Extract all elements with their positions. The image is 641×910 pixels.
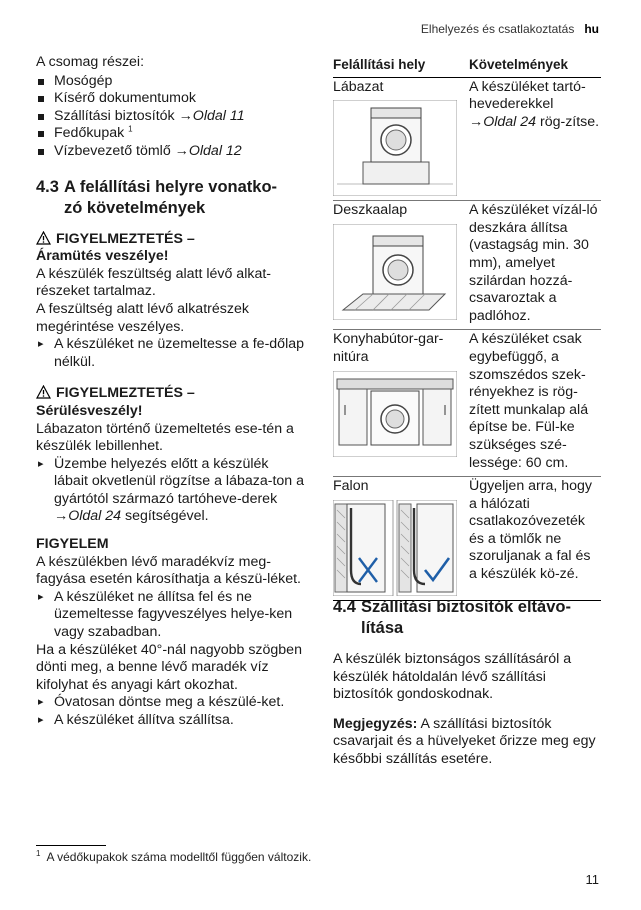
warning-triangle-icon xyxy=(36,231,51,245)
caution-block xyxy=(36,536,306,730)
footnote-ref[interactable]: 1 xyxy=(128,124,133,134)
wall-clearance-illustration xyxy=(333,500,457,596)
page-number: 11 xyxy=(585,872,599,887)
requirement-cell: A készüléket csak egybefüggő, a szomszédos szek-rényekhez is rög-zített munkalap alá építse be. Fül-ke szükséges szé-lessége: 60 cm. xyxy=(469,330,601,477)
instruction-list xyxy=(36,336,306,371)
place-cell xyxy=(333,477,469,601)
instruction-list xyxy=(36,694,306,729)
table-row xyxy=(333,477,601,601)
place-cell xyxy=(333,77,469,201)
caution-text: A készülékben lévő maradékvíz meg-fagyása esetén károsíthatja a készü-léket. xyxy=(36,553,301,588)
section-title-line1: Szállítási biztosítók eltávo- xyxy=(361,598,571,616)
requirement-text: rög-zítse. xyxy=(536,113,600,130)
section-title-line1: A felállítási helyre vonatko- xyxy=(64,177,278,196)
section-heading-4-3 xyxy=(36,177,306,219)
right-column xyxy=(333,54,601,601)
item-text: Fedőkupak xyxy=(54,125,125,142)
requirement-cell: Ügyeljen arra, hogy a hálózati csatlakozóvezeték és a tömlők ne szoruljanak a fal és a készülék kö-zé. xyxy=(469,477,601,601)
pedestal-illustration xyxy=(333,100,457,196)
instruction-list xyxy=(36,589,306,642)
list-item: Mosógép xyxy=(36,73,306,91)
page-ref-link[interactable]: →Oldal 24 xyxy=(54,508,122,525)
instruction-item: ▸ Óvatosan döntse meg a készülé-ket. xyxy=(36,694,306,712)
instruction-item: ▸ A készüléket állítva szállítsa. xyxy=(36,712,306,730)
section-heading-4-4 xyxy=(333,597,601,639)
place-label: Lábazat xyxy=(333,78,384,95)
table-row xyxy=(333,77,601,201)
header-section: Elhelyezés és csatlakoztatás xyxy=(420,22,575,36)
instruction-item: ▸ A készüléket ne állítsa fel és ne üzemeltesse fagyveszélyes helye-ken vagy szabadban. xyxy=(36,589,306,642)
footnote-divider xyxy=(36,845,106,846)
place-label: Falon xyxy=(333,478,369,495)
requirement-cell: A készüléket vízál-ló deszkára állítsa (vastagság min. 30 mm), amelyet szilárdan hozzá-csavaroztak a padlóhoz. xyxy=(469,201,601,330)
requirement-cell xyxy=(469,77,601,201)
list-item xyxy=(36,125,306,143)
warning-triangle-icon xyxy=(36,385,51,399)
section-4-4 xyxy=(333,597,601,781)
warning-head-text: FIGYELMEZTETÉS – xyxy=(56,385,195,402)
column-header: Követelmények xyxy=(469,54,601,77)
warning-text: Lábazaton történő üzemeltetés ese-tén a készülék lebillenhet. xyxy=(36,420,294,455)
instruction-item: ▸ A készüléket ne üzemeltesse a fe-dőlap nélkül. xyxy=(36,336,306,371)
warning-sub: Áramütés veszélye! xyxy=(36,248,169,265)
caution-text: Ha a készüléket 40°-nál nagyobb szögben dönti meg, a benne lévő maradék víz kifolyhat és anyagi kárt okozhat. xyxy=(36,641,302,693)
warning-head xyxy=(36,385,306,403)
page-ref-link[interactable]: →Oldal 12 xyxy=(174,142,242,159)
place-cell xyxy=(333,330,469,477)
requirements-table xyxy=(333,54,601,601)
table-row xyxy=(333,201,601,330)
warning-text: A készülék feszültség alatt lévő alkat-részeket tartalmaz. xyxy=(36,265,272,300)
page-ref-link[interactable]: →Oldal 11 xyxy=(178,107,245,124)
note-text: A szállítási biztosítók csavarjait és a hüvelyeket őrizze meg egy későbbi szállítás esetére. xyxy=(333,715,596,767)
column-header: Felállítási hely xyxy=(333,54,469,77)
warning-text: A feszültség alatt lévő alkatrészek megérintése veszélyes. xyxy=(36,300,249,335)
warning-head-text: FIGYELMEZTETÉS – xyxy=(56,230,195,247)
instruction-text: segítségével. xyxy=(121,508,209,525)
table-header-row xyxy=(333,54,601,77)
section-number: 4.4 xyxy=(333,598,356,616)
package-list xyxy=(36,73,306,161)
wooden-floor-illustration xyxy=(333,224,457,320)
instruction-item xyxy=(36,456,306,526)
footnote-mark: 1 xyxy=(36,849,41,858)
warning-sub: Sérülésveszély! xyxy=(36,402,143,419)
item-text: Vízbevezető tömlő xyxy=(54,142,171,159)
note-paragraph xyxy=(333,716,601,769)
list-item xyxy=(36,108,306,126)
section-title-line2: lítása xyxy=(361,619,404,637)
instruction-text: Üzembe helyezés előtt a készülék lábait okvetlenül rögzítse a lábaza-ton a gyártótól származó tartóheve-derek xyxy=(54,455,305,507)
left-column xyxy=(36,54,306,730)
warning-injury xyxy=(36,385,306,526)
page-ref-link[interactable]: →Oldal 24 xyxy=(469,113,537,130)
footnote xyxy=(36,850,311,864)
section-title-line2: zó követelmények xyxy=(64,198,206,217)
list-item xyxy=(36,143,306,161)
package-title: A csomag részei: xyxy=(36,54,145,70)
warning-electric xyxy=(36,231,306,372)
table-row xyxy=(333,330,601,477)
kitchen-unit-illustration xyxy=(333,371,457,457)
place-label: Deszkaalap xyxy=(333,202,408,219)
note-label: Megjegyzés: xyxy=(333,715,418,732)
list-item: Kísérő dokumentumok xyxy=(36,90,306,108)
place-label: Konyhabútor-gar-nitúra xyxy=(333,331,444,365)
body-text: A készülék biztonságos szállításáról a készülék hátoldalán lévő szállítási biztosítók gondoskodnak. xyxy=(333,651,572,703)
warning-head xyxy=(36,231,306,249)
item-text: Szállítási biztosítók xyxy=(54,107,175,124)
instruction-list xyxy=(36,456,306,526)
footnote-text: A védőkupakok száma modelltől függően változik. xyxy=(46,850,312,864)
caution-head: FIGYELEM xyxy=(36,536,109,553)
section-number: 4.3 xyxy=(36,177,59,196)
running-header xyxy=(421,22,599,36)
requirement-text: A készüléket tartó-hevederekkel xyxy=(469,78,586,113)
header-lang: hu xyxy=(584,22,599,36)
place-cell xyxy=(333,201,469,330)
